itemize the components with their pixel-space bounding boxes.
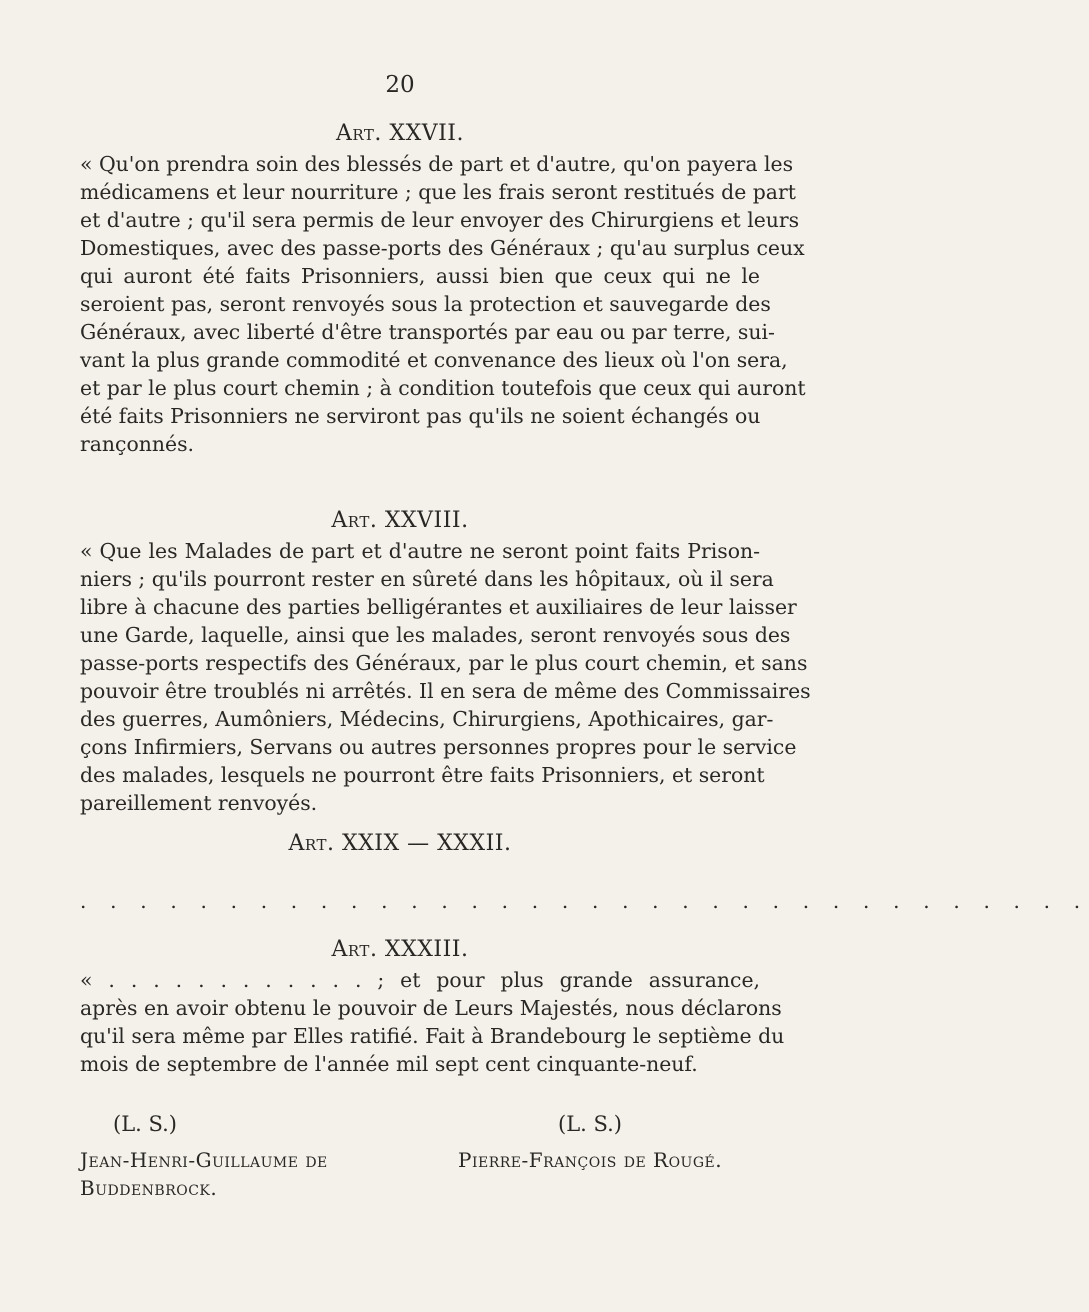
text-line: seroient pas, seront renvoyés sous la protection et sauvegarde des [80, 292, 771, 316]
text-line: Domestiques, avec des passe-ports des Généraux ; qu'au surplus ceux [80, 236, 805, 260]
heading-art-28 [0, 508, 800, 533]
text-line: des guerres, Aumôniers, Médecins, Chirurgiens, Apothicaires, gar- [80, 707, 774, 731]
paragraph-art-27 [80, 150, 806, 458]
text-line: Généraux, avec liberté d'être transportés par eau ou par terre, sui- [80, 320, 775, 344]
text-line: rançonnés. [80, 432, 195, 456]
heading-art-29-32-text: Art. XXIX — XXXII. [288, 831, 512, 856]
text-line: mois de septembre de l'année mil sept cent cinquante-neuf. [80, 1052, 698, 1076]
text-line: des malades, lesquels ne pourront être faits Prisonniers, et seront [80, 763, 765, 787]
left-signatory-line1: Jean-Henri-Guillaume de [80, 1148, 328, 1172]
heading-art-27-text: Art. XXVII. [336, 121, 464, 146]
heading-art-33-text: Art. XXXIII. [331, 937, 469, 962]
text-line: et d'autre ; qu'il sera permis de leur envoyer des Chirurgiens et leurs [80, 208, 800, 232]
paragraph-art-28 [80, 537, 811, 817]
text-line: niers ; qu'ils pourront rester en sûreté dans les hôpitaux, où il sera [80, 567, 774, 591]
right-signatory: Pierre-François de Rougé. [458, 1148, 723, 1172]
text-line: après en avoir obtenu le pouvoir de Leurs Majestés, nous déclarons [80, 996, 782, 1020]
text-line: vant la plus grande commodité et convenance des lieux où l'on sera, [80, 348, 788, 372]
text-line: pouvoir être troublés ni arrêtés. Il en sera de même des Commissaires [80, 679, 811, 703]
text-line: qui auront été faits Prisonniers, aussi bien que ceux qui ne le [80, 264, 760, 288]
heading-art-28-text: Art. XXVIII. [331, 508, 469, 533]
text-line: été faits Prisonniers ne serviront pas qu'ils ne soient échangés ou [80, 404, 761, 428]
heading-art-33 [0, 937, 800, 962]
text-line: « Qu'on prendra soin des blessés de part et d'autre, qu'on payera les [80, 152, 794, 176]
text-line: passe-ports respectifs des Généraux, par le plus court chemin, et sans [80, 651, 808, 675]
left-seal: (L. S.) [113, 1112, 177, 1136]
text-line: « . . . . . . . . . . . . ; et pour plus grande assurance, [80, 968, 760, 992]
text-line: pareillement renvoyés. [80, 791, 318, 815]
heading-art-29-32 [0, 831, 800, 856]
left-signatory-line2: Buddenbrock. [80, 1176, 218, 1200]
text-line: une Garde, laquelle, ainsi que les malades, seront renvoyés sous des [80, 623, 791, 647]
paragraph-art-33 [80, 966, 785, 1078]
text-line: médicamens et leur nourriture ; que les frais seront restitués de part [80, 180, 796, 204]
text-line: « Que les Malades de part et d'autre ne seront point faits Prison- [80, 539, 760, 563]
text-line: libre à chacune des parties belligérantes et auxiliaires de leur laisser [80, 595, 797, 619]
text-line: et par le plus court chemin ; à condition toutefois que ceux qui auront [80, 376, 806, 400]
heading-art-27 [0, 121, 800, 146]
omission-dots: . . . . . . . . . . . . . . . . . . . . . . . . . . . . . . . . . . [80, 889, 1089, 913]
text-line: qu'il sera même par Elles ratifié. Fait à Brandebourg le septième du [80, 1024, 785, 1048]
text-line: çons Infirmiers, Servans ou autres personnes propres pour le service [80, 735, 797, 759]
right-seal: (L. S.) [558, 1112, 622, 1136]
page-number: 20 [385, 72, 415, 98]
